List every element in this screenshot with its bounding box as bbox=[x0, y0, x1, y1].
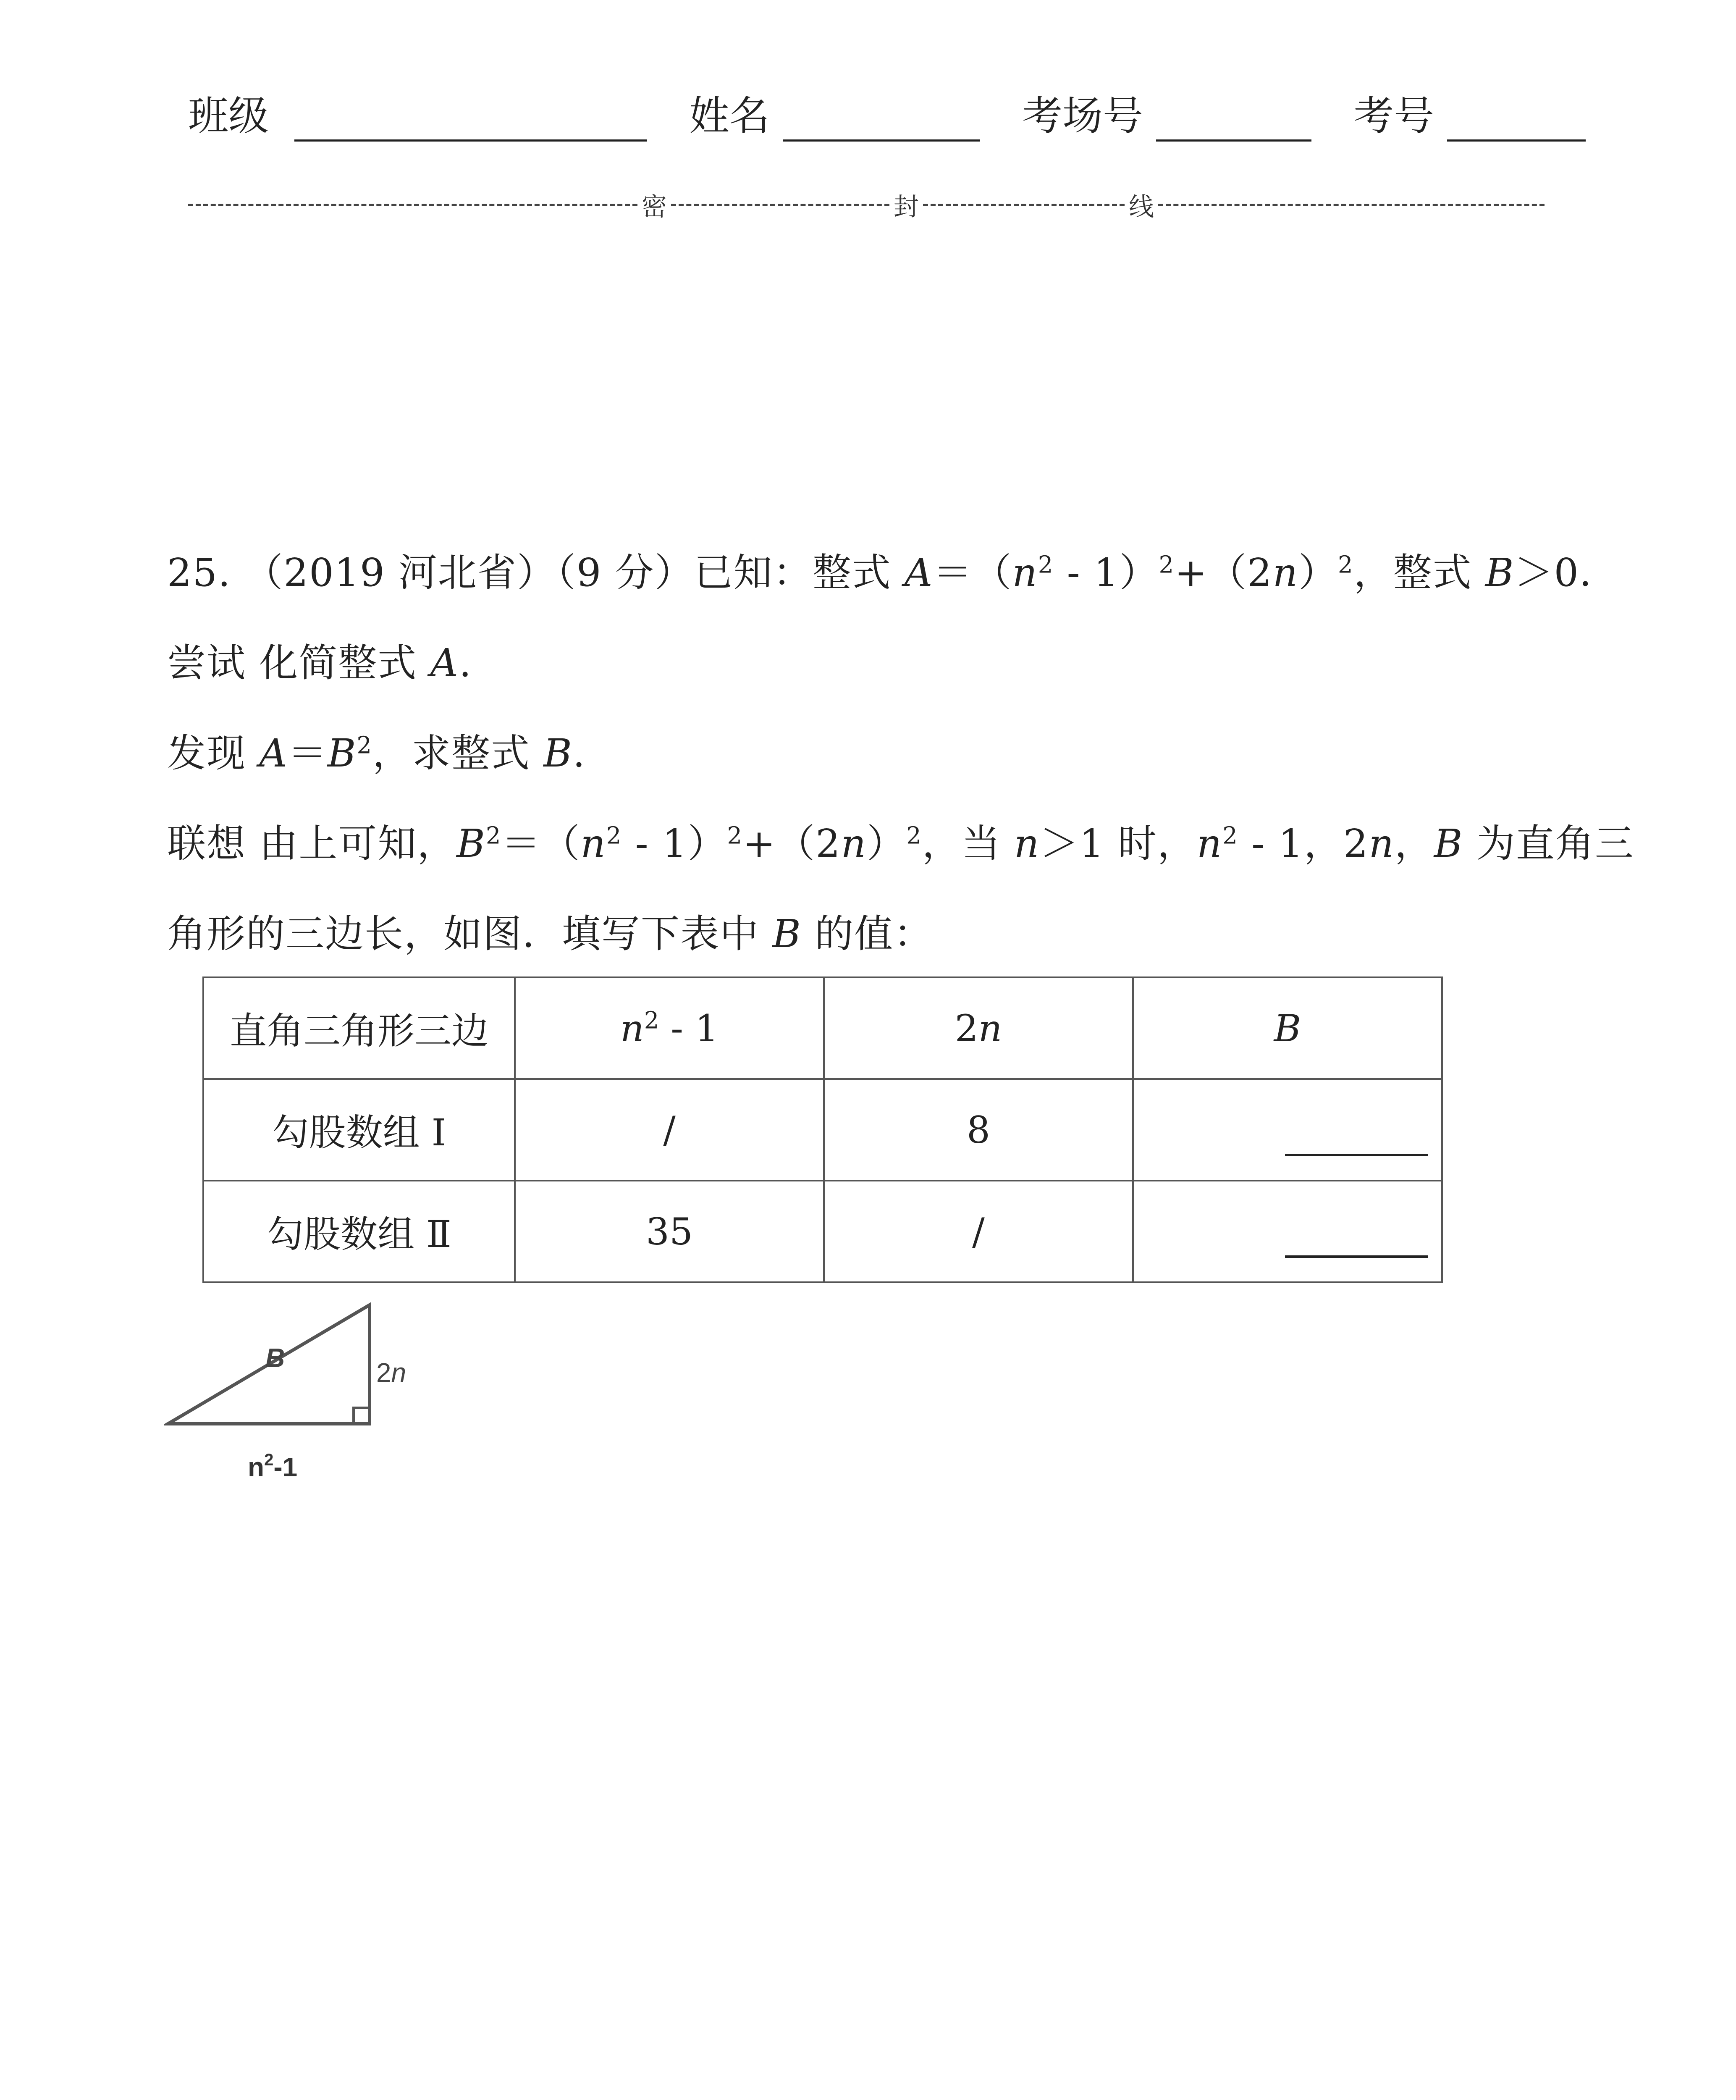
var-n: n bbox=[1369, 821, 1395, 866]
text: ，整式 bbox=[1353, 550, 1485, 595]
text: ， bbox=[1394, 821, 1434, 866]
text: 25. （2019 河北省）（9 分）已知：整式 bbox=[167, 550, 905, 595]
right-angle-mark bbox=[354, 1408, 370, 1424]
text: +（2 bbox=[743, 821, 841, 866]
answer-blank[interactable] bbox=[1285, 1129, 1428, 1156]
var-n: n bbox=[580, 821, 606, 866]
text: . bbox=[572, 731, 586, 776]
problem-line-3 bbox=[167, 722, 586, 778]
header-cell-sides: 直角三角形三边 bbox=[203, 977, 515, 1079]
problem-line-2 bbox=[167, 632, 472, 688]
class-field[interactable] bbox=[294, 97, 647, 142]
header-cell-n2-minus-1 bbox=[515, 977, 824, 1079]
text: - 1，2 bbox=[1238, 821, 1369, 866]
text: - 1） bbox=[622, 821, 727, 866]
seal-dash bbox=[188, 204, 637, 206]
exponent: 2 bbox=[1222, 822, 1238, 850]
text: 2 bbox=[376, 1357, 391, 1388]
var-n: n bbox=[391, 1357, 406, 1388]
var-n: n bbox=[1014, 821, 1040, 866]
seal-dash bbox=[671, 204, 889, 206]
text: ） bbox=[1298, 550, 1338, 595]
name-label: 姓名 bbox=[689, 92, 770, 139]
exponent: 2 bbox=[606, 822, 622, 850]
table-header-row bbox=[203, 977, 1442, 1079]
pythagorean-table bbox=[202, 976, 1443, 1283]
row-label: 勾股数组 Ⅱ bbox=[203, 1181, 515, 1282]
table-cell: 8 bbox=[824, 1079, 1133, 1181]
text: ＞1 时， bbox=[1040, 821, 1197, 866]
row-label: 勾股数组 Ⅰ bbox=[203, 1079, 515, 1181]
exponent: 2 bbox=[485, 822, 502, 850]
text: 的值： bbox=[801, 911, 934, 956]
seal-feng: 封 bbox=[894, 192, 919, 222]
table-row bbox=[203, 1079, 1442, 1181]
table-cell: 35 bbox=[515, 1181, 824, 1282]
text: ，当 bbox=[922, 821, 1014, 866]
text: ＝（ bbox=[501, 821, 581, 866]
base-label bbox=[248, 1451, 297, 1482]
text: ＝（ bbox=[933, 550, 1012, 595]
exponent: 2 bbox=[906, 822, 922, 850]
text: 联想 由上可知， bbox=[167, 821, 457, 866]
exam-room-field[interactable] bbox=[1156, 97, 1311, 142]
var-B: B bbox=[456, 821, 486, 866]
text: ＞0． bbox=[1514, 550, 1619, 595]
var-n: n bbox=[1197, 821, 1223, 866]
text: 角形的三边长，如图．填写下表中 bbox=[167, 911, 773, 956]
var-A: A bbox=[259, 731, 288, 776]
var-B: B bbox=[772, 911, 802, 956]
header-cell-B bbox=[1133, 977, 1442, 1079]
text: 发现 bbox=[167, 731, 260, 776]
student-info-header bbox=[188, 84, 1586, 142]
table-cell: / bbox=[515, 1079, 824, 1181]
var-n: n bbox=[978, 1006, 1002, 1050]
leg-label bbox=[376, 1357, 406, 1388]
table-cell: / bbox=[824, 1181, 1133, 1282]
var-n: n bbox=[248, 1452, 265, 1482]
exponent: 2 bbox=[1159, 551, 1175, 579]
problem-line-5 bbox=[167, 903, 933, 958]
class-label: 班级 bbox=[188, 92, 269, 139]
text: - 1 bbox=[659, 1006, 719, 1050]
var-B: B bbox=[543, 731, 573, 776]
exam-number-field[interactable] bbox=[1447, 97, 1586, 142]
seal-mi: 密 bbox=[642, 192, 667, 222]
text: 2 bbox=[955, 1006, 978, 1050]
table-row bbox=[203, 1181, 1442, 1282]
exam-room-label: 考场号 bbox=[1022, 92, 1143, 139]
var-B: B bbox=[1485, 550, 1515, 595]
text: - 1） bbox=[1054, 550, 1159, 595]
var-A: A bbox=[904, 550, 934, 595]
var-B: B bbox=[1274, 1006, 1301, 1050]
problem-line-1 bbox=[167, 542, 1619, 597]
text: -1 bbox=[273, 1452, 298, 1482]
text: ＝ bbox=[288, 731, 328, 776]
exponent: 2 bbox=[727, 822, 743, 850]
header-cell-2n bbox=[824, 977, 1133, 1079]
answer-cell[interactable] bbox=[1133, 1181, 1442, 1282]
var-A: A bbox=[430, 640, 459, 685]
name-field[interactable] bbox=[783, 97, 980, 142]
text: 尝试 化简整式 bbox=[167, 640, 430, 685]
exponent: 2 bbox=[644, 1007, 659, 1034]
exponent: 2 bbox=[264, 1451, 274, 1469]
exponent: 2 bbox=[1338, 551, 1354, 579]
exponent: 2 bbox=[357, 732, 372, 759]
seal-xian: 线 bbox=[1129, 192, 1154, 222]
answer-cell[interactable] bbox=[1133, 1079, 1442, 1181]
text: 为直角三 bbox=[1463, 821, 1634, 866]
text: ，求整式 bbox=[372, 731, 544, 776]
var-B: B bbox=[1434, 821, 1463, 866]
hypotenuse-label: B bbox=[265, 1343, 285, 1373]
exam-number-label: 考号 bbox=[1353, 92, 1434, 139]
text: . bbox=[459, 640, 472, 685]
var-n: n bbox=[620, 1006, 644, 1050]
problem-line-4 bbox=[167, 813, 1634, 868]
var-n: n bbox=[1272, 550, 1298, 595]
var-B: B bbox=[327, 731, 357, 776]
seal-line bbox=[188, 187, 1545, 223]
exponent: 2 bbox=[1038, 551, 1054, 579]
var-n: n bbox=[841, 821, 867, 866]
answer-blank[interactable] bbox=[1285, 1230, 1428, 1258]
var-n: n bbox=[1012, 550, 1038, 595]
seal-dash bbox=[1158, 204, 1545, 206]
seal-dash bbox=[923, 204, 1125, 206]
text: ） bbox=[867, 821, 907, 866]
text: +（2 bbox=[1175, 550, 1273, 595]
right-triangle-figure bbox=[164, 1292, 433, 1489]
